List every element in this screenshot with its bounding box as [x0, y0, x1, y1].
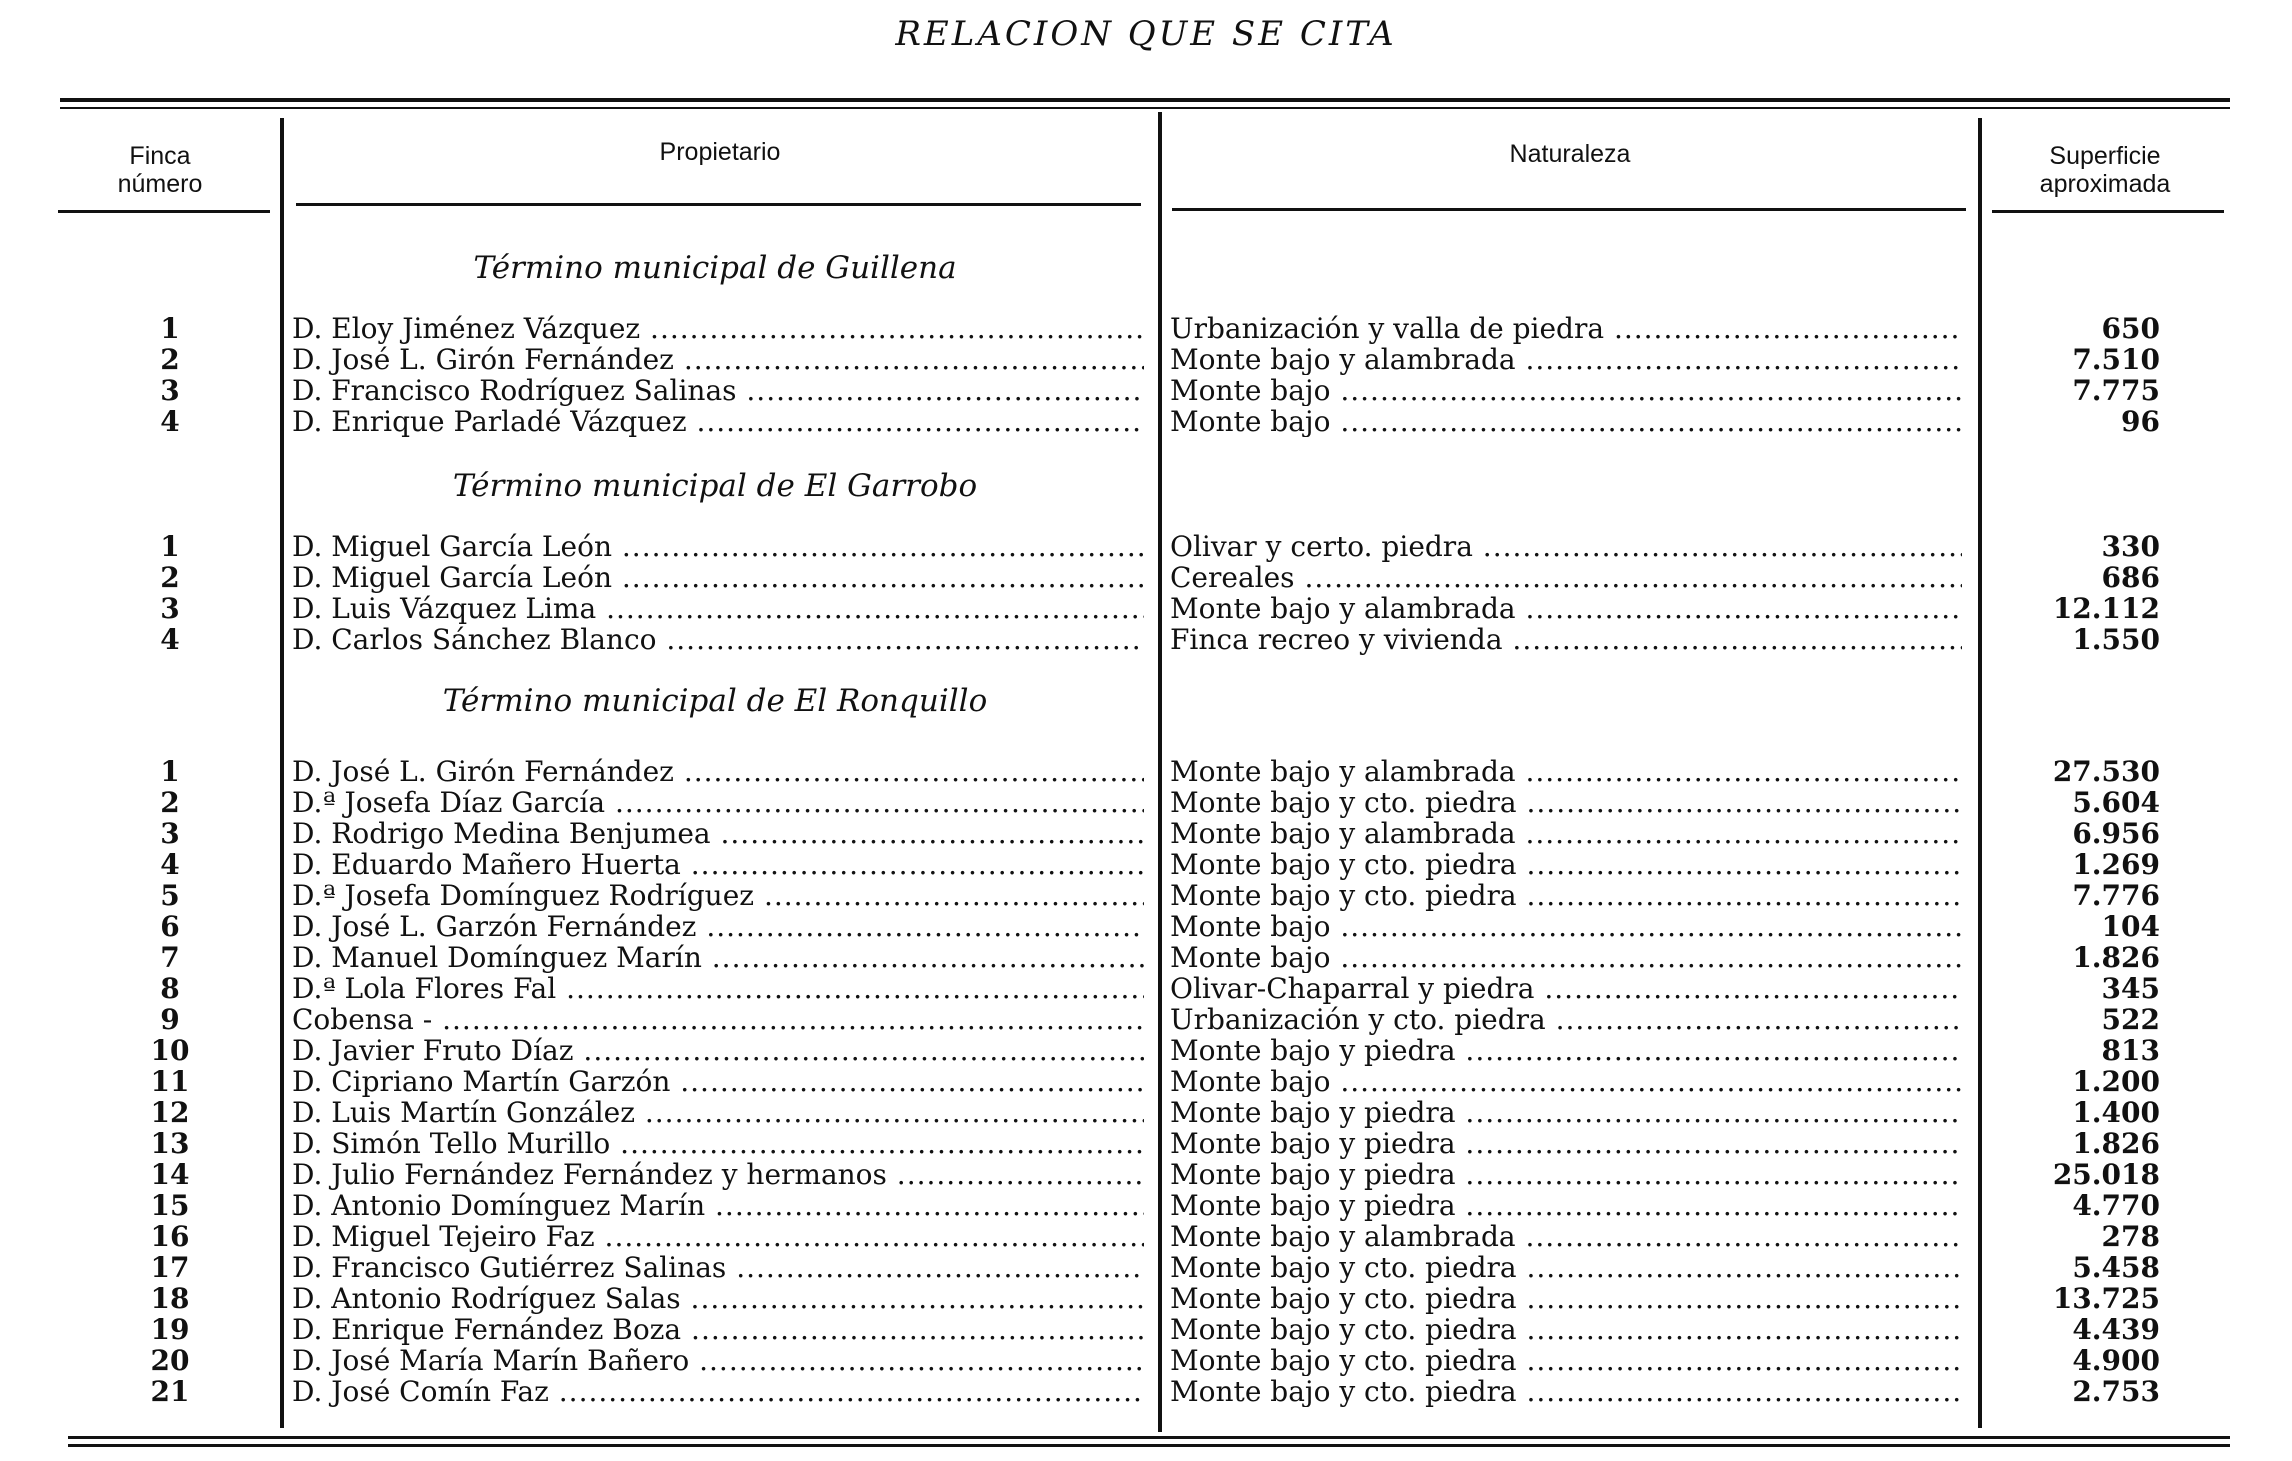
header-finca-line2: número — [117, 170, 203, 198]
owner-name: D. Antonio Domínguez Marín ..... — [292, 1190, 1144, 1221]
table-row — [0, 787, 2292, 818]
table-row — [0, 1345, 2292, 1376]
nature-text: Cereales ..... — [1170, 562, 1962, 593]
surface-value: 686 — [2101, 561, 2160, 594]
table-row — [0, 624, 2292, 655]
surface-value: 104 — [2101, 910, 2160, 943]
nature-text: Monte bajo y cto. piedra ..... — [1170, 849, 1962, 880]
owner-name: D. Carlos Sánchez Blanco ..... — [292, 624, 1144, 655]
nature-text: Monte bajo ..... — [1170, 1066, 1962, 1097]
nature-text: Urbanización y valla de piedra ..... — [1170, 313, 1962, 344]
table-row — [0, 1283, 2292, 1314]
nature-text: Olivar y certo. piedra ..... — [1170, 531, 1962, 562]
nature-text: Monte bajo y cto. piedra ..... — [1170, 1252, 1962, 1283]
section-title: Término municipal de El Ronquillo — [442, 683, 988, 719]
finca-number: 6 — [160, 910, 180, 943]
surface-value: 25.018 — [2052, 1158, 2160, 1191]
page-title: RELACION QUE SE CITA — [895, 14, 1397, 54]
finca-number: 3 — [160, 817, 180, 850]
table-row — [0, 1314, 2292, 1345]
surface-value: 4.900 — [2072, 1344, 2160, 1377]
table-row — [0, 375, 2292, 406]
owner-name: D. Miguel García León ..... — [292, 562, 1144, 593]
owner-name: D.ª Lola Flores Fal ..... — [292, 973, 1144, 1004]
owner-name: D. Julio Fernández Fernández y hermanos ..... — [292, 1159, 1144, 1190]
finca-number: 10 — [150, 1034, 190, 1067]
nature-text: Monte bajo ..... — [1170, 375, 1962, 406]
owner-name: D. Javier Fruto Díaz ..... — [292, 1035, 1144, 1066]
section-title: Término municipal de Guillena — [473, 250, 957, 286]
owner-name: D. Miguel Tejeiro Faz ..... — [292, 1221, 1144, 1252]
owner-name: D. Manuel Domínguez Marín ..... — [292, 942, 1144, 973]
nature-text: Monte bajo ..... — [1170, 911, 1962, 942]
finca-number: 7 — [160, 941, 180, 974]
finca-number: 13 — [150, 1127, 190, 1160]
surface-value: 13.725 — [2052, 1282, 2160, 1315]
owner-name: D. José Comín Faz ..... — [292, 1376, 1144, 1407]
finca-number: 1 — [160, 312, 180, 345]
table-row — [0, 1097, 2292, 1128]
table-row — [0, 973, 2292, 1004]
owner-name: D. Miguel García León ..... — [292, 531, 1144, 562]
table-row — [0, 942, 2292, 973]
nature-text: Monte bajo y piedra ..... — [1170, 1128, 1962, 1159]
bottom-rule-inner — [68, 1444, 2230, 1447]
nature-text: Monte bajo y alambrada ..... — [1170, 1221, 1962, 1252]
nature-text: Monte bajo y piedra ..... — [1170, 1097, 1962, 1128]
finca-number: 17 — [150, 1251, 190, 1284]
owner-name: D. Francisco Gutiérrez Salinas ..... — [292, 1252, 1144, 1283]
header-finca-line1: Finca — [129, 142, 191, 170]
surface-value: 1.269 — [2072, 848, 2160, 881]
table-row — [0, 1159, 2292, 1190]
owner-name: D. Enrique Parladé Vázquez ..... — [292, 406, 1144, 437]
finca-number: 12 — [150, 1096, 190, 1129]
nature-text: Monte bajo y cto. piedra ..... — [1170, 1345, 1962, 1376]
nature-text: Urbanización y cto. piedra ..... — [1170, 1004, 1962, 1035]
surface-value: 5.604 — [2072, 786, 2160, 819]
surface-value: 813 — [2101, 1034, 2160, 1067]
surface-value: 5.458 — [2072, 1251, 2160, 1284]
finca-number: 5 — [160, 879, 180, 912]
finca-number: 3 — [160, 592, 180, 625]
owner-name: D. Eduardo Mañero Huerta ..... — [292, 849, 1144, 880]
nature-text: Monte bajo y cto. piedra ..... — [1170, 1376, 1962, 1407]
finca-number: 8 — [160, 972, 180, 1005]
finca-number: 2 — [160, 786, 180, 819]
surface-value: 278 — [2101, 1220, 2160, 1253]
owner-name: D. Luis Vázquez Lima ..... — [292, 593, 1144, 624]
nature-text: Monte bajo y cto. piedra ..... — [1170, 787, 1962, 818]
owner-name: D. Francisco Rodríguez Salinas ..... — [292, 375, 1144, 406]
surface-value: 96 — [2121, 405, 2160, 438]
table-row — [0, 1066, 2292, 1097]
nature-text: Monte bajo y alambrada ..... — [1170, 756, 1962, 787]
header-superficie-line1: Superficie — [2049, 142, 2161, 170]
table-row — [0, 880, 2292, 911]
finca-number: 9 — [160, 1003, 180, 1036]
owner-name: D. Eloy Jiménez Vázquez ..... — [292, 313, 1144, 344]
header-propietario: Propietario — [659, 138, 781, 166]
nature-text: Monte bajo y cto. piedra ..... — [1170, 880, 1962, 911]
finca-number: 1 — [160, 755, 180, 788]
surface-value: 1.550 — [2072, 623, 2160, 656]
table-row — [0, 1221, 2292, 1252]
table-row — [0, 531, 2292, 562]
surface-value: 27.530 — [2052, 755, 2160, 788]
finca-number: 4 — [160, 405, 180, 438]
table-row — [0, 593, 2292, 624]
finca-number: 20 — [150, 1344, 190, 1377]
nature-text: Olivar-Chaparral y piedra ..... — [1170, 973, 1962, 1004]
section-title: Término municipal de El Garrobo — [452, 468, 978, 504]
table-row — [0, 756, 2292, 787]
header-rule-naturaleza — [1172, 208, 1966, 211]
table-row — [0, 911, 2292, 942]
top-rule — [60, 98, 2230, 102]
nature-text: Monte bajo y alambrada ..... — [1170, 344, 1962, 375]
table-row — [0, 849, 2292, 880]
surface-value: 6.956 — [2072, 817, 2160, 850]
nature-text: Monte bajo y alambrada ..... — [1170, 593, 1962, 624]
surface-value: 4.770 — [2072, 1189, 2160, 1222]
header-naturaleza: Naturaleza — [1509, 140, 1631, 168]
finca-number: 15 — [150, 1189, 190, 1222]
owner-name: D. Luis Martín González ..... — [292, 1097, 1144, 1128]
surface-value: 7.776 — [2072, 879, 2160, 912]
owner-name: D.ª Josefa Domínguez Rodríguez ..... — [292, 880, 1144, 911]
header-superficie-line2: aproximada — [2039, 170, 2171, 198]
header-superficie — [1985, 142, 2225, 198]
nature-text: Monte bajo y cto. piedra ..... — [1170, 1314, 1962, 1345]
owner-name: D. Cipriano Martín Garzón ..... — [292, 1066, 1144, 1097]
surface-value: 7.510 — [2072, 343, 2160, 376]
nature-text: Monte bajo y cto. piedra ..... — [1170, 1283, 1962, 1314]
owner-name: D. Simón Tello Murillo ..... — [292, 1128, 1144, 1159]
table-row — [0, 1190, 2292, 1221]
surface-value: 7.775 — [2072, 374, 2160, 407]
header-rule-superficie — [1992, 210, 2224, 213]
nature-text: Monte bajo y piedra ..... — [1170, 1190, 1962, 1221]
owner-name: D. José María Marín Bañero ..... — [292, 1345, 1144, 1376]
nature-text: Monte bajo y piedra ..... — [1170, 1035, 1962, 1066]
surface-value: 12.112 — [2052, 592, 2160, 625]
owner-name: D. Rodrigo Medina Benjumea ..... — [292, 818, 1144, 849]
owner-name: D. José L. Girón Fernández ..... — [292, 756, 1144, 787]
nature-text: Monte bajo ..... — [1170, 406, 1962, 437]
table-row — [0, 818, 2292, 849]
owner-name: D. Enrique Fernández Boza ..... — [292, 1314, 1144, 1345]
table-row — [0, 1035, 2292, 1066]
table-row — [0, 562, 2292, 593]
table-row — [0, 1128, 2292, 1159]
surface-value: 330 — [2101, 530, 2160, 563]
owner-name: Cobensa - ..... — [292, 1004, 1144, 1035]
table-row — [0, 313, 2292, 344]
surface-value: 650 — [2101, 312, 2160, 345]
top-rule-inner — [60, 107, 2230, 109]
finca-number: 11 — [150, 1065, 190, 1098]
header-finca — [80, 142, 240, 198]
finca-number: 16 — [150, 1220, 190, 1253]
surface-value: 522 — [2101, 1003, 2160, 1036]
finca-number: 14 — [150, 1158, 190, 1191]
table-row — [0, 1004, 2292, 1035]
owner-name: D. Antonio Rodríguez Salas ..... — [292, 1283, 1144, 1314]
finca-number: 3 — [160, 374, 180, 407]
finca-number: 4 — [160, 623, 180, 656]
surface-value: 1.400 — [2072, 1096, 2160, 1129]
table-row — [0, 406, 2292, 437]
owner-name: D.ª Josefa Díaz García ..... — [292, 787, 1144, 818]
table-row — [0, 1252, 2292, 1283]
surface-value: 1.826 — [2072, 1127, 2160, 1160]
nature-text: Monte bajo y alambrada ..... — [1170, 818, 1962, 849]
finca-number: 21 — [150, 1375, 190, 1408]
finca-number: 19 — [150, 1313, 190, 1346]
finca-number: 2 — [160, 561, 180, 594]
surface-value: 4.439 — [2072, 1313, 2160, 1346]
header-rule-finca — [58, 210, 270, 213]
header-rule-propietario — [296, 203, 1141, 206]
nature-text: Monte bajo ..... — [1170, 942, 1962, 973]
surface-value: 2.753 — [2072, 1375, 2160, 1408]
surface-value: 345 — [2101, 972, 2160, 1005]
owner-name: D. José L. Girón Fernández ..... — [292, 344, 1144, 375]
finca-number: 18 — [150, 1282, 190, 1315]
surface-value: 1.826 — [2072, 941, 2160, 974]
owner-name: D. José L. Garzón Fernández ..... — [292, 911, 1144, 942]
bottom-rule — [68, 1436, 2230, 1439]
nature-text: Finca recreo y vivienda ..... — [1170, 624, 1962, 655]
finca-number: 2 — [160, 343, 180, 376]
finca-number: 4 — [160, 848, 180, 881]
finca-number: 1 — [160, 530, 180, 563]
surface-value: 1.200 — [2072, 1065, 2160, 1098]
table-row — [0, 344, 2292, 375]
table-row — [0, 1376, 2292, 1407]
nature-text: Monte bajo y piedra ..... — [1170, 1159, 1962, 1190]
